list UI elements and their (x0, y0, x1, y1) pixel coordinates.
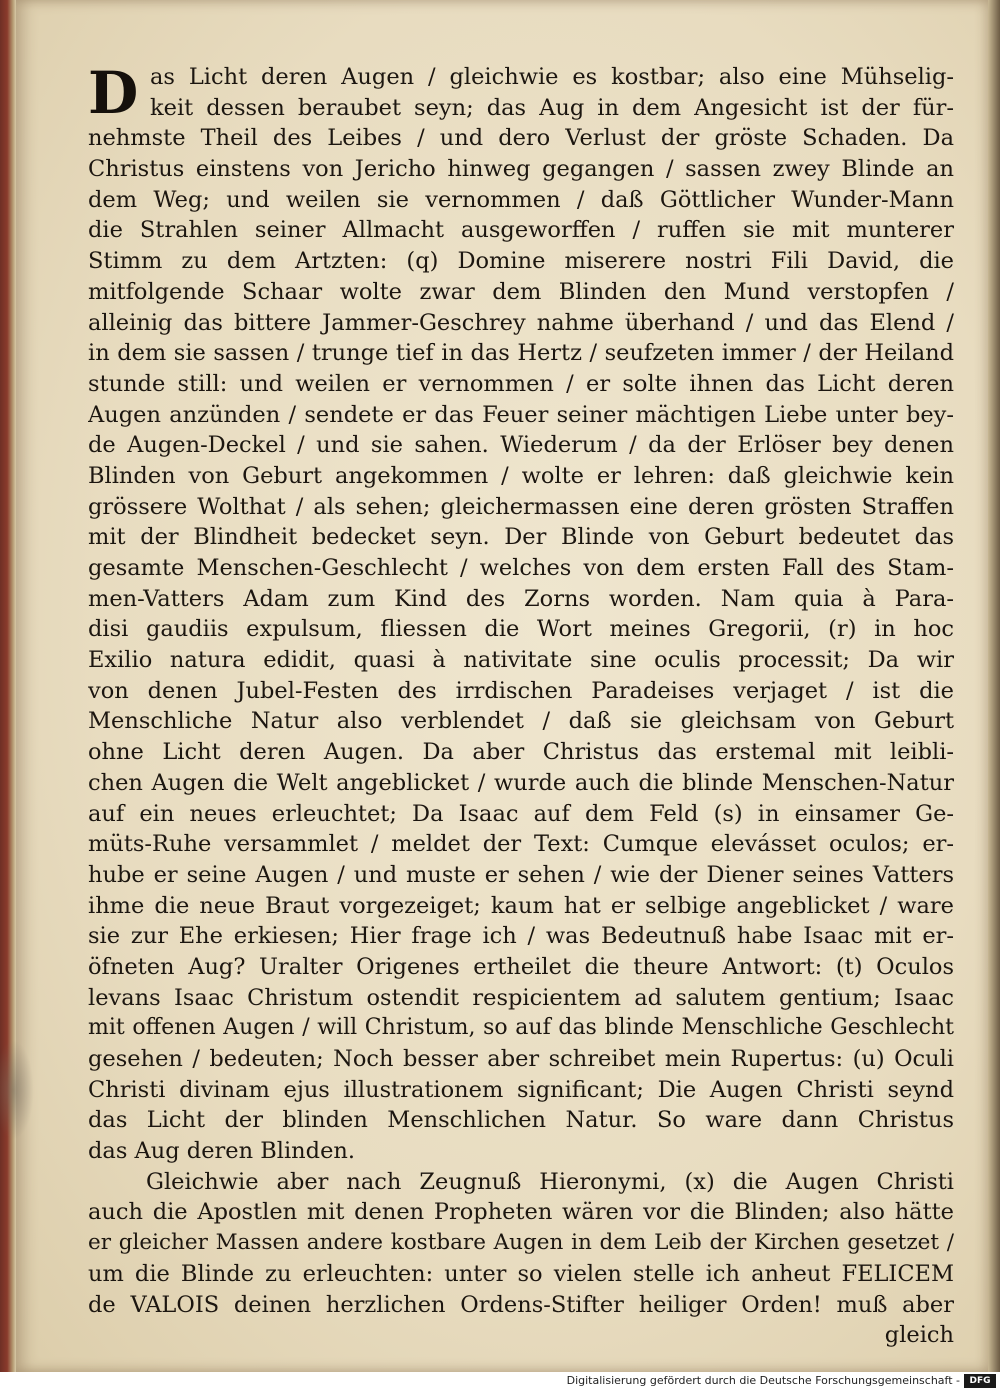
text-line: das Aug deren Blinden. (88, 1138, 356, 1165)
text-line: sie zur Ehe erkiesen; Hier frage ich / was Bedeutnuß habe Isaac mit er- (88, 923, 954, 950)
text-line: stunde still: und weilen er vernommen / er solte ihnen das Licht deren (88, 370, 954, 397)
page-text-block (88, 59, 954, 1351)
text-line: müts-Ruhe versammlet / meldet der Text: Cumque elevásset oculos; er- (88, 831, 954, 858)
drop-cap: D (88, 59, 139, 127)
text-line: dem Weg; und weilen sie vernommen / daß Göttlicher Wunder-Mann (88, 186, 954, 213)
text-line: chen Augen die Welt angeblicket / wurde auch die blinde Menschen-Natur (88, 769, 954, 796)
text-line: die Strahlen seiner Allmacht ausgeworffen / ruffen sie mit munterer (88, 217, 954, 244)
text-line: Christus einstens von Jericho hinweg gegangen / sassen zwey Blinde an (88, 156, 954, 183)
text-line: auf ein neues erleuchtet; Da Isaac auf dem Feld (s) in einsamer Ge- (88, 800, 954, 827)
text-line: Blinden von Geburt angekommen / wolte er lehren: daß gleichwie kein (88, 462, 954, 489)
footer-bar (0, 1372, 1000, 1391)
text-line: men-Vatters Adam zum Kind des Zorns worden. Nam quia à Para- (88, 585, 954, 612)
text-line: de Augen-Deckel / und sie sahen. Wiederum / da der Erlöser bey denen (88, 432, 954, 459)
text-line: gesamte Menschen-Geschlecht / welches von dem ersten Fall des Stam- (88, 555, 954, 581)
page-stain (0, 1040, 34, 1140)
text-line: disi gaudiis expulsum, fliessen die Wort meines Gregorii, (r) in hoc (88, 616, 954, 643)
text-line: von denen Jubel-Festen des irrdischen Paradeises verjaget / ist die (88, 677, 954, 704)
text-line: levans Isaac Christum ostendit respicientem ad salutem gentium; Isaac (88, 984, 954, 1011)
text-line: Stimm zu dem Artzten: (q) Domine miserere nostri Fili David, die (88, 248, 954, 275)
text-line: gesehen / bedeuten; Noch besser aber schreibet mein Rupertus: (u) Oculi (88, 1046, 954, 1072)
text-line: Christi divinam ejus illustrationem significant; Die Augen Christi seynd (88, 1076, 954, 1103)
text-line: hube er seine Augen / und muste er sehen / wie der Diener seines Vatters (88, 861, 954, 888)
text-line: in dem sie sassen / trunge tief in das Hertz / seufzeten immer / der Heiland (88, 340, 954, 367)
text-line: um die Blinde zu erleuchten: unter so vielen stelle ich anheut FELICEM (88, 1260, 954, 1287)
text-line: mitfolgende Schaar wolte zwar dem Blinden den Mund verstopfen / (88, 278, 954, 305)
text-line: ohne Licht deren Augen. Da aber Christus das erstemal mit leibli- (88, 739, 954, 766)
text-line: Gleichwie aber nach Zeugnuß Hieronymi, (x) die Augen Christi (146, 1168, 954, 1195)
text-line: keit dessen beraubet seyn; das Aug in dem Angesicht ist der für- (150, 94, 954, 121)
text-line: Menschliche Natur also verblendet / daß sie gleichsam von Geburt (88, 708, 954, 735)
text-line: grössere Wolthat / als sehen; gleichermassen eine deren grösten Straffen (88, 493, 954, 520)
text-line: öfneten Aug? Uralter Origenes ertheilet die theure Antwort: (t) Oculos (88, 953, 954, 980)
text-line: alleinig das bittere Jammer-Geschrey nahme überhand / und das Elend / (88, 309, 954, 336)
text-line: auch die Apostlen mit denen Propheten wären vor die Blinden; also hätte (88, 1199, 954, 1226)
text-line: de VALOIS deinen herzlichen Ordens-Stifter heiliger Orden! muß aber (88, 1291, 954, 1318)
text-line: ihme die neue Braut vorgezeiget; kaum hat er selbige angeblicket / ware (88, 892, 954, 919)
text-line: nehmste Theil des Leibes / und dero Verlust der gröste Schaden. Da (88, 125, 954, 152)
footer-credit: Digitalisierung gefördert durch die Deutsche Forschungsgemeinschaft - (566, 1374, 960, 1387)
text-line: er gleicher Massen andere kostbare Augen in dem Leib der Kirchen gesetzet / (88, 1230, 954, 1256)
catchword: gleich (884, 1322, 954, 1349)
dfg-logo: DFG (964, 1374, 996, 1388)
text-line: as Licht deren Augen / gleichwie es kostbar; also eine Mühselig- (150, 64, 954, 90)
text-line: mit der Blindheit bedecket seyn. Der Blinde von Geburt bedeutet das (88, 524, 954, 551)
text-line: das Licht der blinden Menschlichen Natur. So ware dann Christus (88, 1107, 954, 1134)
text-line: Augen anzünden / sendete er das Feuer seiner mächtigen Liebe unter bey- (88, 401, 954, 428)
book-cover-edge (0, 0, 16, 1372)
text-line: mit offenen Augen / will Christum, so auf das blinde Menschliche Geschlecht (88, 1015, 954, 1041)
text-line: Exilio natura edidit, quasi à nativitate sine oculis processit; Da wir (88, 647, 954, 674)
page-gutter-edge (988, 0, 1000, 1372)
